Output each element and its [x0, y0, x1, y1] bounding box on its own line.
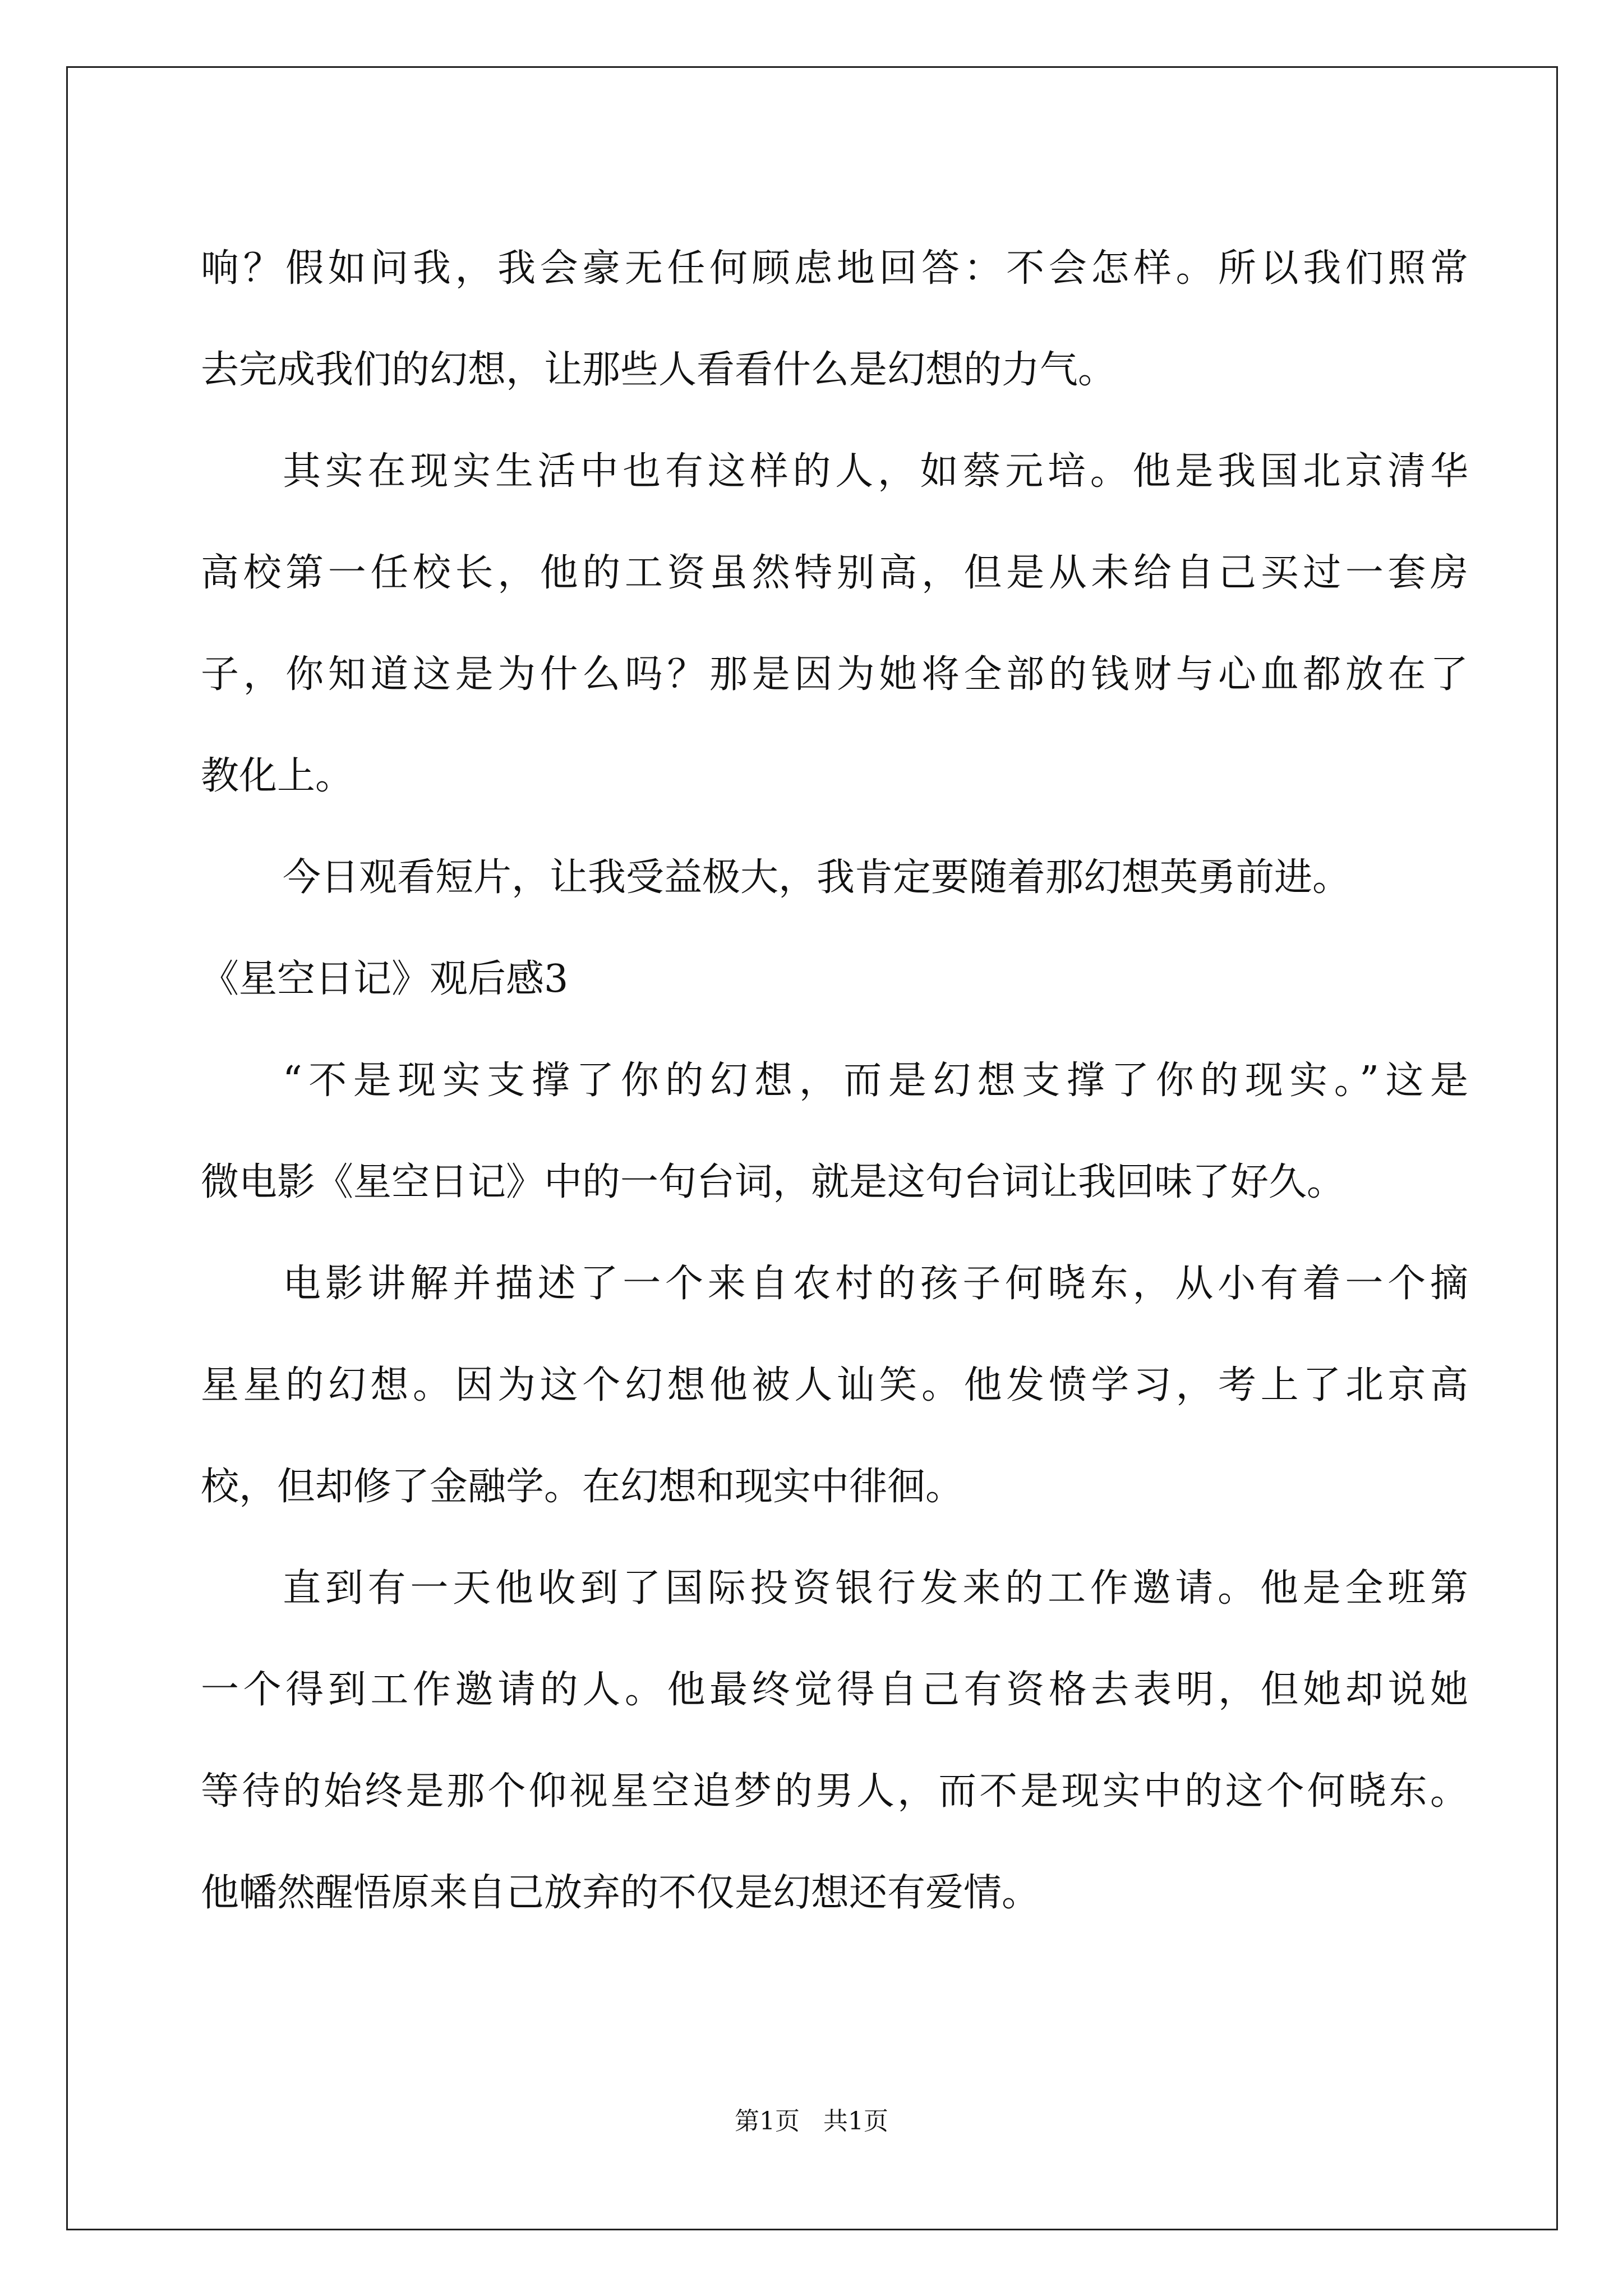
- text-line: 高校第一任校长，他的工资虽然特别高，但是从未给自己买过一套房: [201, 551, 1468, 595]
- document-body: [201, 218, 1468, 1944]
- text-line: 教化上。: [201, 754, 354, 798]
- text-line: 微电影《星空日记》中的一句台词，就是这句台词让我回味了好久。: [201, 1160, 1345, 1204]
- paragraph-start-line: “不是现实支撑了你的幻想，而是幻想支撑了你的现实。”这是: [283, 1059, 1468, 1103]
- page-total: 共1页: [823, 2107, 888, 2136]
- text-line: 响？假如问我，我会豪无任何顾虑地回答：不会怎样。所以我们照常: [201, 246, 1468, 291]
- paragraph-start-line: 电影讲解并描述了一个来自农村的孩子何晓东，从小有着一个摘: [283, 1262, 1468, 1306]
- text-line: 他幡然醒悟原来自己放弃的不仅是幻想还有爱情。: [201, 1871, 1040, 1915]
- section-heading: 《星空日记》观后感3: [201, 957, 569, 1001]
- page-number: 第1页: [735, 2107, 800, 2136]
- text-line: 星星的幻想。因为这个幻想他被人讪笑。他发愤学习，考上了北京高: [201, 1363, 1468, 1407]
- text-line: 等待的始终是那个仰视星空追梦的男人，而不是现实中的这个何晓东。: [201, 1769, 1468, 1814]
- text-line: 校，但却修了金融学。在幻想和现实中徘徊。: [201, 1465, 964, 1509]
- paragraph-start-line: 其实在现实生活中也有这样的人，如蔡元培。他是我国北京清华: [283, 449, 1468, 494]
- paragraph-start-line: 今日观看短片，让我受益极大，我肯定要随着那幻想英勇前进。: [283, 855, 1351, 900]
- text-line: 一个得到工作邀请的人。他最终觉得自己有资格去表明，但她却说她: [201, 1668, 1468, 1712]
- page-footer: [0, 2105, 1623, 2138]
- text-line: 去完成我们的幻想，让那些人看看什么是幻想的力气。: [201, 348, 1117, 392]
- text-line: 子，你知道这是为什么吗？那是因为她将全部的钱财与心血都放在了: [201, 652, 1468, 697]
- paragraph-start-line: 直到有一天他收到了国际投资银行发来的工作邀请。他是全班第: [283, 1566, 1468, 1611]
